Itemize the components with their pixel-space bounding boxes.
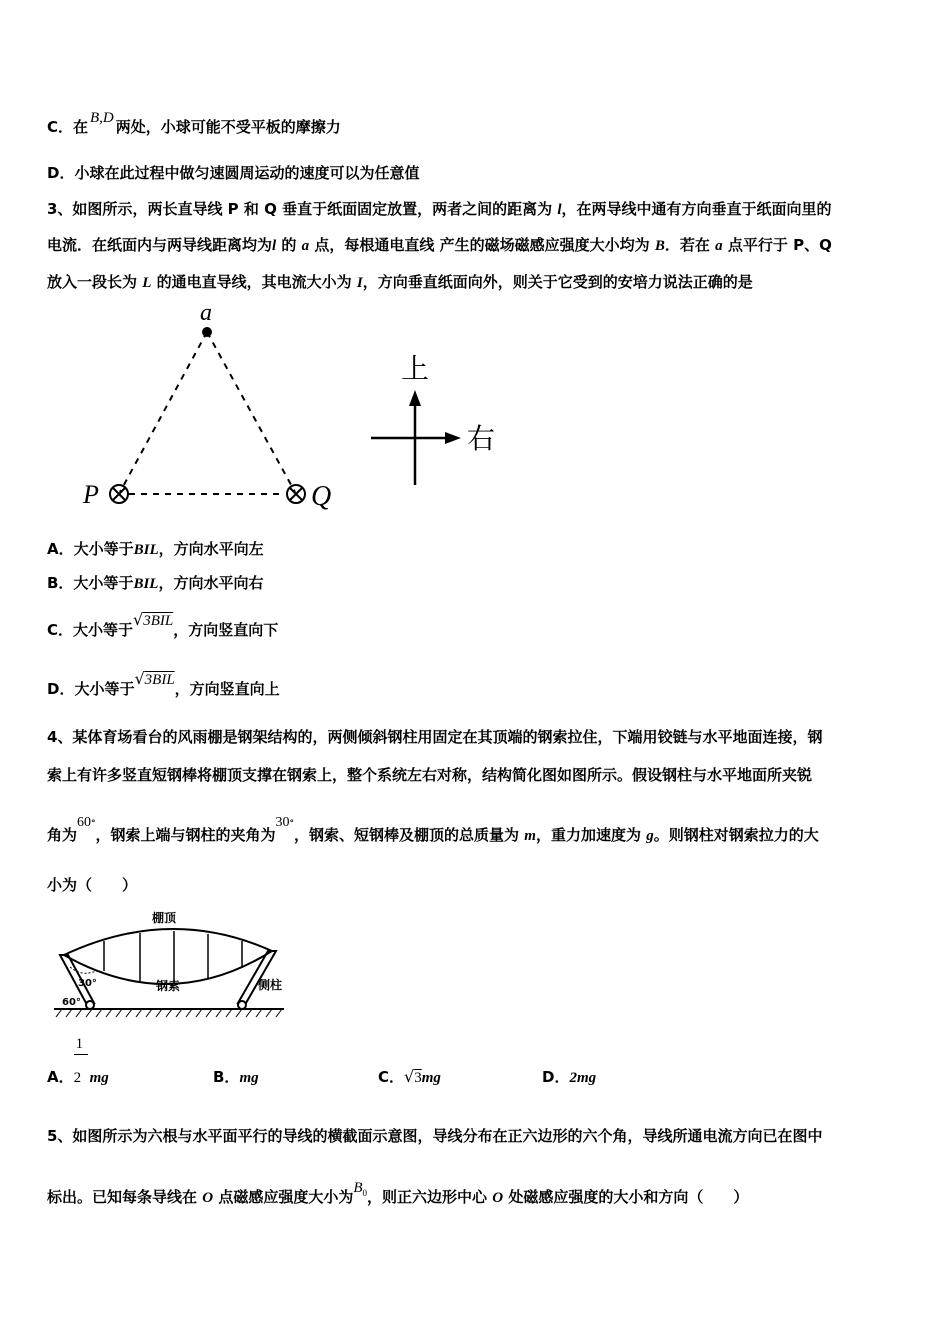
q4-option-c: C．√3mg [378, 1067, 441, 1086]
label-P: P [83, 480, 99, 509]
q3-stem-line3: 放入一段长为 L 的通电直导线，其电流大小为 I，方向垂直纸面向外，则关于它受到的安培力说法正确的是 [47, 273, 753, 291]
roof-curve [64, 929, 272, 955]
q3-option-d: D．大小等于√3BIL，方向竖直向上 [47, 669, 280, 698]
dashed-line-aP [120, 332, 207, 492]
q4-stem-line2: 索上有许多竖直短钢棒将棚顶支撑在钢索上，整个系统左右对称，结构简化图如图所示。假设钢柱与水平地面所夹锐 [47, 766, 813, 784]
q4-canopy-diagram [52, 905, 292, 1020]
label-cable: 钢索 [156, 979, 181, 993]
q4-option-d: D．2mg [542, 1068, 597, 1086]
q4-stem-line1: 4、某体育场看台的风雨棚是钢架结构的，两侧倾斜钢柱用固定在其顶端的钢索拉住，下端用铰链与水平地面连接，钢 [47, 728, 823, 746]
q3-option-b: B．大小等于BIL，方向水平向右 [47, 574, 264, 592]
label-right: 右 [467, 422, 496, 455]
label-pillar: 侧柱 [258, 978, 283, 992]
q5-stem-line2: 标出。已知每条导线在 O 点磁感应强度大小为$B_0$，则正六边形中心 O 处磁感应强度的大小和方向（ ） [47, 1180, 749, 1206]
q4-stem-line4: 小为（ ） [47, 876, 138, 894]
label-roof: 棚顶 [152, 911, 177, 925]
arrow-up-icon [409, 390, 421, 406]
q3-option-a: A．大小等于BIL，方向水平向左 [47, 540, 264, 558]
label-a: a [200, 300, 212, 326]
left-hinge-icon [86, 1001, 94, 1009]
q2-option-c: C．在 B,D 两处，小球可能不受平板的摩擦力 [47, 110, 341, 136]
wire-p-cross-icon [110, 485, 128, 503]
point-a [202, 327, 212, 337]
q3-stem-line2: 电流．在纸面内与两导线距离均为l 的 a 点，每根通电直线 产生的磁场磁感应强度大小均为 B．若在 a 点平行于 P、Q [47, 236, 832, 254]
label-Q: Q [311, 481, 332, 512]
q3-wire-diagram [75, 300, 515, 520]
q4-stem-line3: 角为60°，钢索上端与钢柱的夹角为30°，钢索、短钢棒及棚顶的总质量为 m，重力加速度为 g。则钢柱对钢索拉力的大 [47, 815, 819, 844]
ground-hatch [56, 1009, 282, 1017]
label-angle-60: 60° [62, 997, 81, 1008]
q3-option-c: C．大小等于√3BIL，方向竖直向下 [47, 610, 279, 639]
right-hinge-icon [238, 1001, 246, 1009]
wire-q-cross-icon [287, 485, 305, 503]
label-angle-30: 30° [78, 978, 97, 989]
label-up: 上 [401, 352, 430, 385]
q4-option-a: A． $\frac{1}{2}mg$ [47, 1036, 109, 1086]
q3-stem-line1: 3、如图所示，两长直导线 P 和 Q 垂直于纸面固定放置，两者之间的距离为 l，在两导线中通有方向垂直于纸面向里的 [47, 200, 832, 218]
arrow-right-icon [445, 432, 461, 444]
q5-stem-line1: 5、如图所示为六根与水平面平行的导线的横截面示意图，导线分布在正六边形的六个角，导线所通电流方向已在图中 [47, 1127, 823, 1145]
q4-option-b: B．mg [213, 1068, 259, 1086]
dashed-line-aQ [207, 332, 295, 492]
q2-option-d: D．小球在此过程中做匀速圆周运动的速度可以为任意值 [47, 164, 420, 182]
